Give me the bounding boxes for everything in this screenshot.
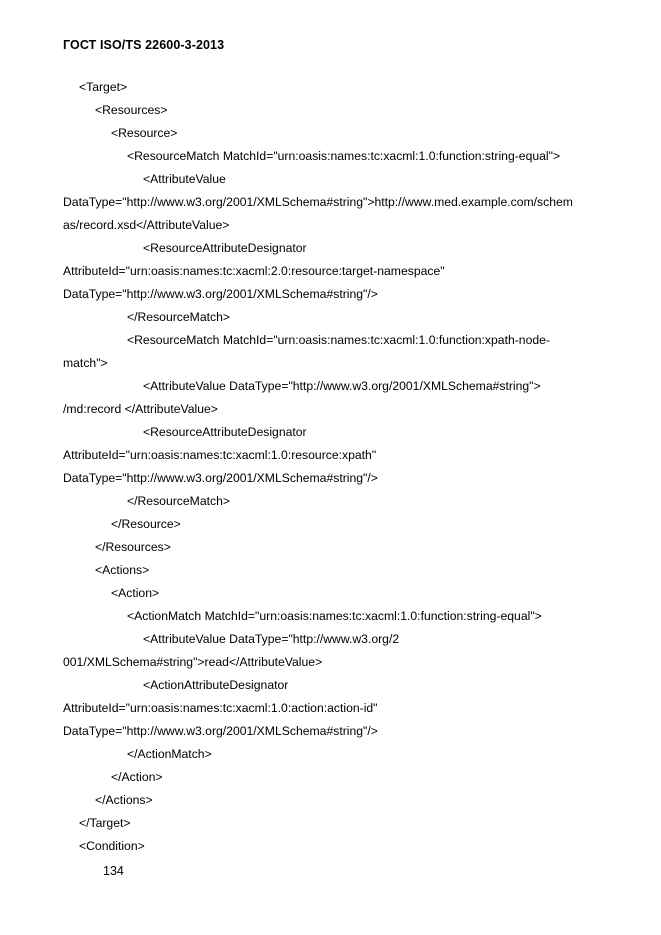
code-line: <Actions> <box>95 563 150 577</box>
code-line: AttributeId="urn:oasis:names:tc:xacml:1.0:action:action-id" <box>63 701 378 715</box>
code-line: </ResourceMatch> <box>127 494 230 508</box>
code-line: <ActionAttributeDesignator <box>143 678 289 692</box>
code-line: AttributeId="urn:oasis:names:tc:xacml:1.0:resource:xpath" <box>63 448 377 462</box>
code-line: </Action> <box>111 770 163 784</box>
code-line: DataType="http://www.w3.org/2001/XMLSchema#string"/> <box>63 287 378 301</box>
code-line: </Resource> <box>111 517 181 531</box>
xml-code-listing <box>63 78 633 860</box>
code-line: <AttributeValue DataType="http://www.w3.org/2 <box>143 632 400 646</box>
code-line: <ResourceMatch MatchId="urn:oasis:names:tc:xacml:1.0:function:xpath-node- <box>127 333 550 347</box>
code-line: </Target> <box>79 816 131 830</box>
code-line: </ActionMatch> <box>127 747 212 761</box>
code-line: <Action> <box>111 586 160 600</box>
code-line: AttributeId="urn:oasis:names:tc:xacml:2.0:resource:target-namespace" <box>63 264 445 278</box>
code-line: <Condition> <box>79 839 145 853</box>
code-line: <ResourceMatch MatchId="urn:oasis:names:tc:xacml:1.0:function:string-equal"> <box>127 149 561 163</box>
code-line: </Resources> <box>95 540 171 554</box>
code-line: <AttributeValue DataType="http://www.w3.org/2001/XMLSchema#string"> <box>143 379 541 393</box>
code-line: <ResourceAttributeDesignator <box>143 241 307 255</box>
code-line: match"> <box>63 356 108 370</box>
code-line: <ResourceAttributeDesignator <box>143 425 307 439</box>
page-number: 134 <box>103 864 124 878</box>
code-line: DataType="http://www.w3.org/2001/XMLSchema#string"/> <box>63 724 378 738</box>
code-line: DataType="http://www.w3.org/2001/XMLSchema#string"/> <box>63 471 378 485</box>
code-line: <AttributeValue <box>143 172 226 186</box>
code-line: <Resource> <box>111 126 178 140</box>
code-line: <Resources> <box>95 103 168 117</box>
code-line: <Target> <box>79 80 128 94</box>
code-line: DataType="http://www.w3.org/2001/XMLSchema#string">http://www.med.example.com/schem <box>63 195 573 209</box>
code-line: <ActionMatch MatchId="urn:oasis:names:tc:xacml:1.0:function:string-equal"> <box>127 609 542 623</box>
code-line: </Actions> <box>95 793 153 807</box>
document-header: ГОСТ ISO/TS 22600-3-2013 <box>63 38 225 52</box>
code-line: </ResourceMatch> <box>127 310 230 324</box>
code-line: as/record.xsd</AttributeValue> <box>63 218 230 232</box>
code-line: /md:record </AttributeValue> <box>63 402 218 416</box>
code-line: 001/XMLSchema#string">read</AttributeValue> <box>63 655 323 669</box>
